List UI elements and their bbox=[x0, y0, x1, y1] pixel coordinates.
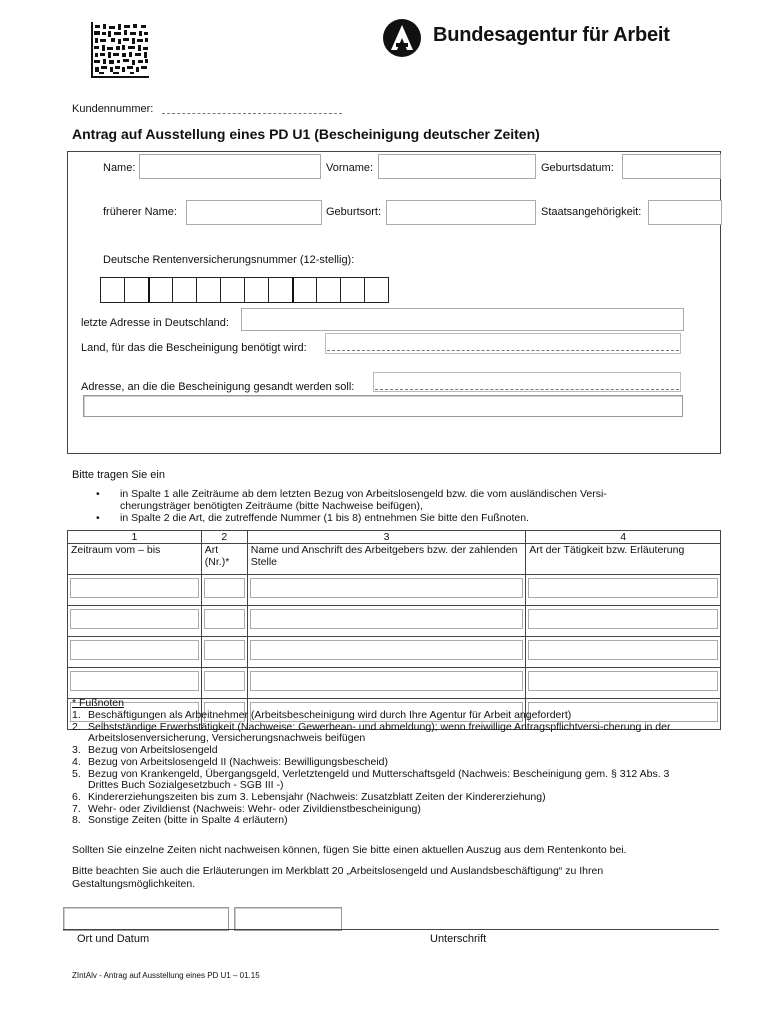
rv-digit-box[interactable] bbox=[316, 277, 341, 303]
arbeitgeber-input[interactable] bbox=[250, 578, 524, 598]
rv-number-input[interactable] bbox=[100, 277, 388, 303]
letzte-adresse-label: letzte Adresse in Deutschland: bbox=[81, 317, 229, 329]
periods-table bbox=[67, 530, 721, 730]
art-input[interactable] bbox=[204, 671, 245, 691]
vorname-label: Vorname: bbox=[326, 162, 374, 174]
rv-digit-box[interactable] bbox=[124, 277, 149, 303]
header-zeitraum: Zeitraum vom – bis bbox=[68, 544, 202, 575]
art-input[interactable] bbox=[204, 640, 245, 660]
rentenkonto-note: Sollten Sie einzelne Zeiten nicht nachweisen können, fügen Sie bitte einen aktuellen Auszug aus dem Rentenkonto bei. bbox=[72, 844, 627, 856]
name-input[interactable] bbox=[139, 154, 321, 179]
table-row bbox=[68, 575, 721, 606]
art-input[interactable] bbox=[204, 609, 245, 629]
footnote-number: 4. bbox=[72, 755, 81, 768]
geburtsdatum-input[interactable] bbox=[622, 154, 721, 179]
versand-adresse-input-2[interactable] bbox=[83, 395, 683, 417]
rv-digit-box[interactable] bbox=[244, 277, 269, 303]
rv-digit-box[interactable] bbox=[364, 277, 389, 303]
arbeitgeber-input[interactable] bbox=[250, 609, 524, 629]
taetigkeit-input[interactable] bbox=[528, 640, 718, 660]
rv-digit-box[interactable] bbox=[268, 277, 293, 303]
instructions-intro: Bitte tragen Sie ein bbox=[72, 469, 165, 481]
table-row bbox=[68, 606, 721, 637]
rv-digit-box[interactable] bbox=[340, 277, 365, 303]
ort-input[interactable] bbox=[63, 907, 229, 931]
customer-number-field[interactable] bbox=[162, 113, 342, 114]
table-row bbox=[68, 637, 721, 668]
zeitraum-input[interactable] bbox=[70, 640, 199, 660]
form-title: Antrag auf Ausstellung eines PD U1 (Bescheinigung deutscher Zeiten) bbox=[72, 126, 540, 142]
letzte-adresse-input[interactable] bbox=[241, 308, 684, 331]
land-underline bbox=[327, 350, 679, 351]
instruction-item: • in Spalte 2 die Art, die zutreffende Nummer (1 bis 8) entnehmen Sie bitte den Fußnoten. bbox=[96, 512, 676, 524]
rv-digit-box[interactable] bbox=[148, 277, 173, 303]
vorname-input[interactable] bbox=[378, 154, 536, 179]
zeitraum-input[interactable] bbox=[70, 609, 199, 629]
geburtsdatum-label: Geburtsdatum: bbox=[541, 162, 614, 174]
art-input[interactable] bbox=[204, 578, 245, 598]
footnote-item bbox=[72, 757, 692, 769]
table-header-row bbox=[68, 544, 721, 575]
footnote-number: 5. bbox=[72, 767, 81, 780]
footnote-number: 3. bbox=[72, 744, 81, 757]
versand-adresse-label: Adresse, an die die Bescheinigung gesandt werden soll: bbox=[81, 381, 355, 393]
footnote-item bbox=[72, 769, 692, 792]
staatsangehoerigkeit-label: Staatsangehörigkeit: bbox=[541, 206, 642, 218]
geburtsort-label: Geburtsort: bbox=[326, 206, 382, 218]
footnote-text: Bezug von Arbeitslosengeld bbox=[88, 744, 218, 757]
frueherer-name-label: früherer Name: bbox=[103, 206, 177, 218]
geburtsort-input[interactable] bbox=[386, 200, 536, 225]
header-art: Art (Nr.)* bbox=[201, 544, 247, 575]
unterschrift-label: Unterschrift bbox=[430, 933, 487, 945]
agency-name: Bundesagentur für Arbeit bbox=[433, 24, 670, 46]
header-taetigkeit: Art der Tätigkeit bzw. Erläuterung bbox=[526, 544, 721, 575]
staatsangehoerigkeit-input[interactable] bbox=[648, 200, 722, 225]
column-number: 1 bbox=[68, 531, 202, 544]
rv-number-label: Deutsche Rentenversicherungsnummer (12-stellig): bbox=[103, 254, 355, 266]
column-number: 4 bbox=[526, 531, 721, 544]
footnote-number: 1. bbox=[72, 709, 81, 721]
column-number: 2 bbox=[201, 531, 247, 544]
rv-digit-box[interactable] bbox=[100, 277, 125, 303]
footnotes-list bbox=[72, 710, 692, 827]
arbeitgeber-input[interactable] bbox=[250, 640, 524, 660]
footnote-number: 7. bbox=[72, 802, 81, 815]
name-label: Name: bbox=[103, 162, 136, 174]
ort-datum-label: Ort und Datum bbox=[77, 933, 150, 945]
rv-digit-box[interactable] bbox=[172, 277, 197, 303]
footnote-text: Bezug von Arbeitslosengeld II (Nachweis: Bewilligungsbescheid) bbox=[88, 755, 388, 768]
qr-code bbox=[91, 22, 149, 78]
rv-digit-box[interactable] bbox=[196, 277, 221, 303]
column-number-row bbox=[68, 531, 721, 544]
rv-digit-box[interactable] bbox=[220, 277, 245, 303]
frueherer-name-input[interactable] bbox=[186, 200, 322, 225]
footnote-text: Sonstige Zeiten (bitte in Spalte 4 erläutern) bbox=[88, 814, 288, 827]
taetigkeit-input[interactable] bbox=[528, 578, 718, 598]
footnote-text: Kindererziehungszeiten bis zum 3. Lebensjahr (Nachweis: Zusatzblatt Zeiten der Kindererziehung) bbox=[88, 790, 546, 803]
zeitraum-input[interactable] bbox=[70, 671, 199, 691]
taetigkeit-input[interactable] bbox=[528, 671, 718, 691]
signature-line bbox=[63, 929, 719, 930]
customer-number-label: Kundennummer: bbox=[72, 103, 154, 115]
datum-input[interactable] bbox=[234, 907, 342, 931]
footnote-text: Wehr- oder Zivildienst (Nachweis: Wehr- oder Zivildienstbescheinigung) bbox=[88, 802, 421, 815]
footnote-number: 2. bbox=[72, 720, 81, 733]
rv-digit-box[interactable] bbox=[292, 277, 317, 303]
footnote-number: 8. bbox=[72, 814, 81, 827]
footnote-text: Beschäftigungen als Arbeitnehmer (Arbeitsbescheinigung wird durch Ihre Agentur für Arbeit angefordert) bbox=[88, 709, 572, 721]
footnote-text: Selbstständige Erwerbstätigkeit (Nachweise: Gewerbean- und abmeldung); wenn freiwillige Antragspflichtversi-cherung in der Arbeitslosenversicherung, Versicherungsnachweis beifügen bbox=[88, 720, 671, 745]
land-label: Land, für das die Bescheinigung benötigt wird: bbox=[81, 342, 307, 354]
footnotes-heading: * Fußnoten bbox=[72, 697, 124, 709]
footnote-item bbox=[72, 710, 692, 722]
taetigkeit-input[interactable] bbox=[528, 609, 718, 629]
merkblatt-note: Bitte beachten Sie auch die Erläuterungen im Merkblatt 20 „Arbeitslosengeld und Auslandsbeschäftigung“ zu Ihren Gestaltungsmöglichkeiten. bbox=[72, 865, 604, 890]
agency-logo-icon bbox=[382, 18, 422, 58]
form-footer: ZIntAlv - Antrag auf Ausstellung eines PD U1 – 01.15 bbox=[72, 971, 260, 980]
instruction-item: • in Spalte 1 alle Zeiträume ab dem letzten Bezug von Arbeitslosengeld bzw. die vom ausländischen Versi-cherungsträger benötigten Zeiträume (bitte Nachweise beifügen), bbox=[96, 488, 676, 512]
instructions-list bbox=[96, 488, 676, 524]
arbeitgeber-input[interactable] bbox=[250, 671, 524, 691]
footnote-item bbox=[72, 722, 692, 745]
table-row bbox=[68, 668, 721, 699]
header-arbeitgeber: Name und Anschrift des Arbeitgebers bzw. der zahlenden Stelle bbox=[247, 544, 526, 575]
zeitraum-input[interactable] bbox=[70, 578, 199, 598]
versand-underline bbox=[375, 389, 679, 390]
column-number: 3 bbox=[247, 531, 526, 544]
footnote-text: Bezug von Krankengeld, Übergangsgeld, Verletztengeld und Mutterschaftsgeld (Nachweis: Bescheinigung gem. § 312 Abs. 3 Drittes Buch Sozialgesetzbuch - SGB III -) bbox=[88, 767, 670, 792]
footnote-item bbox=[72, 815, 692, 827]
footnote-number: 6. bbox=[72, 790, 81, 803]
footnote-item bbox=[72, 792, 692, 804]
